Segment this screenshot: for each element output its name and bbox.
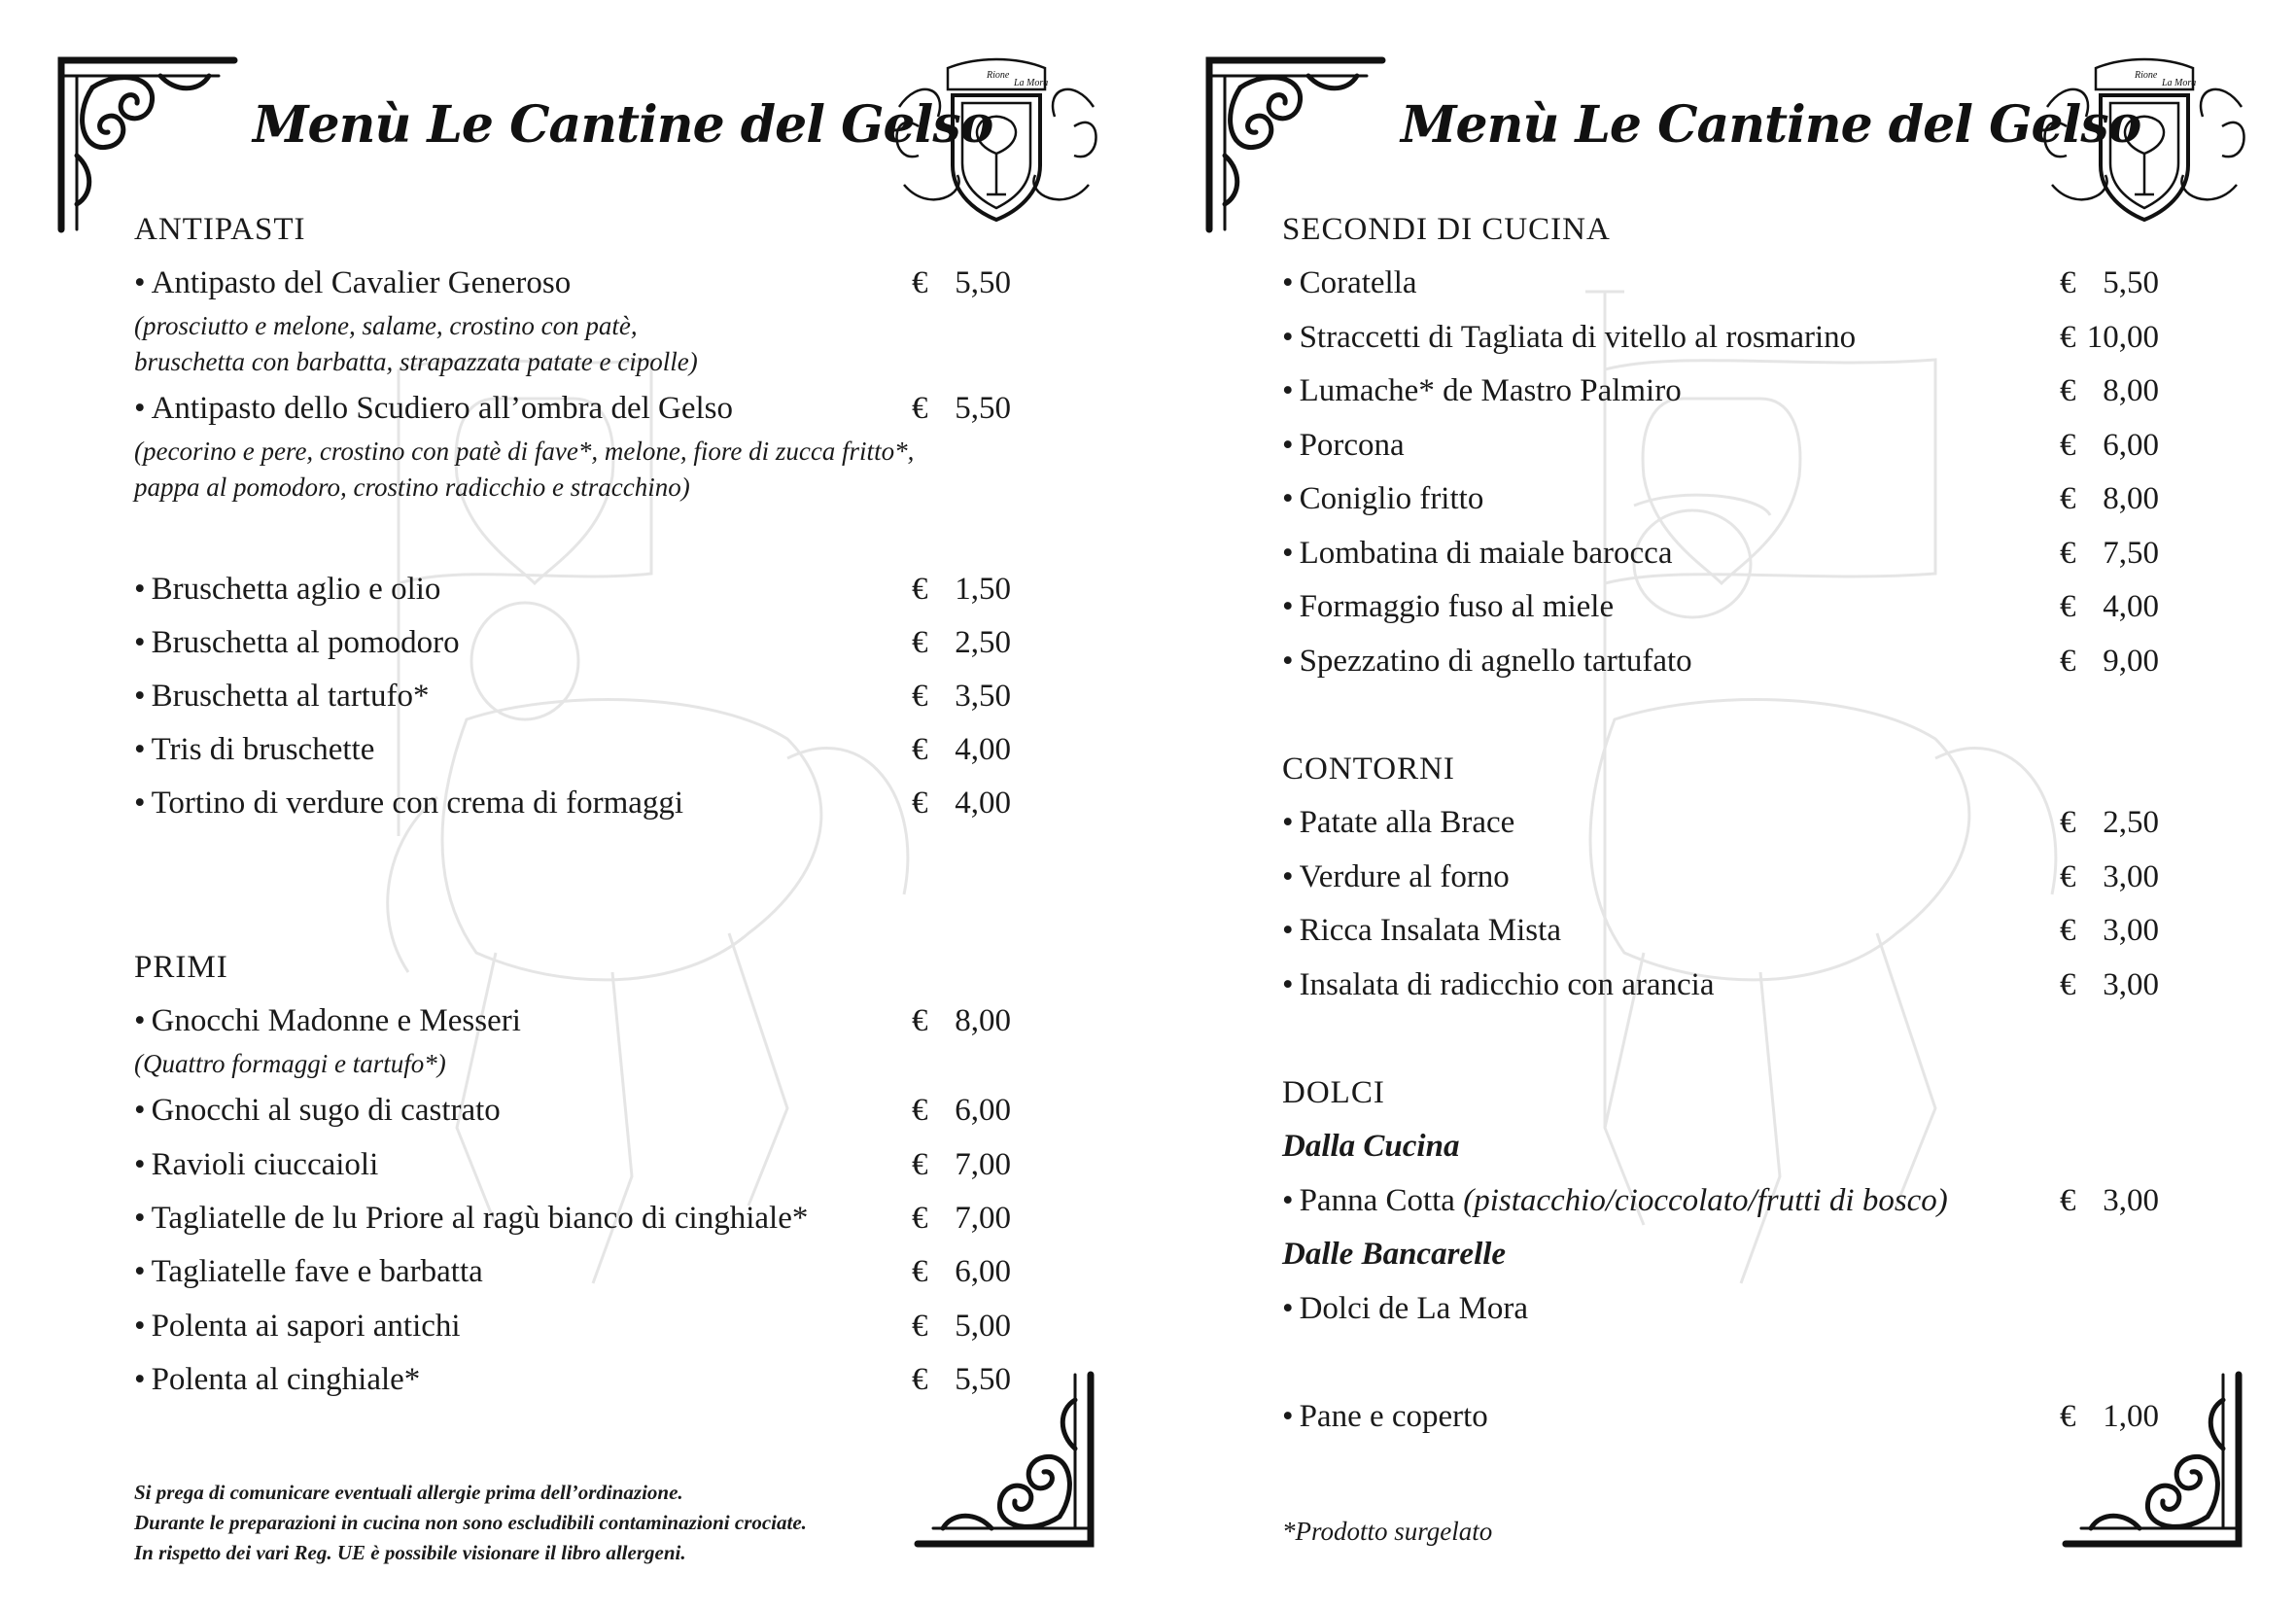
item-name: • Gnocchi Madonne e Messeri <box>134 1003 521 1038</box>
crest-emblem-icon <box>2028 49 2261 233</box>
item-price: 7,00 <box>955 1201 1011 1236</box>
menu-item <box>1282 320 2157 368</box>
item-price: 10,00 <box>2086 320 2159 355</box>
euro-sign: € <box>912 1254 928 1289</box>
item-name: • Bruschetta aglio e olio <box>134 572 441 607</box>
euro-sign: € <box>2060 1183 2076 1218</box>
euro-sign: € <box>2060 913 2076 948</box>
item-price: 4,00 <box>955 732 1011 767</box>
menu-item <box>134 1254 1009 1303</box>
crest-text-la-mora: La Mora <box>2162 78 2197 88</box>
crest-text-rione: Rione <box>987 70 1010 81</box>
euro-sign: € <box>2060 373 2076 408</box>
item-name: • Bruschetta al pomodoro <box>134 625 460 660</box>
item-name: • Antipasto del Cavalier Generoso <box>134 265 572 300</box>
item-name: • Polenta al cinghiale* <box>134 1362 421 1397</box>
euro-sign: € <box>2060 320 2076 355</box>
item-price: 3,00 <box>2103 967 2159 1002</box>
menu-item <box>1282 1291 2157 1340</box>
menu-item <box>134 786 1009 834</box>
euro-sign: € <box>2060 428 2076 463</box>
crest-text-la-mora: La Mora <box>1014 78 1049 88</box>
menu-item <box>1282 1399 2157 1448</box>
euro-sign: € <box>912 1201 928 1236</box>
menu-item <box>134 1201 1009 1249</box>
menu-item <box>1282 1183 2157 1232</box>
menu-item <box>1282 913 2157 961</box>
frozen-product-note: *Prodotto surgelato <box>1282 1517 1493 1546</box>
item-price: 3,00 <box>2103 913 2159 948</box>
item-price: 6,00 <box>955 1254 1011 1289</box>
euro-sign: € <box>912 786 928 821</box>
item-price: 3,00 <box>2103 1183 2159 1218</box>
euro-sign: € <box>912 625 928 660</box>
item-name: • Coratella <box>1282 265 1417 300</box>
ornament-corner-top-left <box>1201 49 1386 233</box>
item-price: 5,50 <box>955 265 1011 300</box>
section-heading-secondi: SECONDI DI CUCINA <box>1282 212 1611 247</box>
menu-item <box>134 625 1009 674</box>
item-name: • Ravioli ciuccaioli <box>134 1147 379 1182</box>
euro-sign: € <box>2060 589 2076 624</box>
item-price: 5,50 <box>2103 265 2159 300</box>
menu-title: Menù Le Cantine del Gelso <box>1401 95 2141 155</box>
menu-item <box>134 1147 1009 1196</box>
item-name: • Lombatina di maiale barocca <box>1282 536 1673 571</box>
euro-sign: € <box>912 1147 928 1182</box>
ornament-corner-bottom-right <box>2062 1371 2246 1556</box>
menu-item <box>134 391 1011 502</box>
euro-sign: € <box>2060 967 2076 1002</box>
item-name: • Pane e coperto <box>1282 1399 1488 1434</box>
item-name: • Coniglio fritto <box>1282 481 1484 516</box>
section-heading-contorni: CONTORNI <box>1282 752 1455 787</box>
menu-title: Menù Le Cantine del Gelso <box>253 95 993 155</box>
menu-item <box>1282 428 2157 476</box>
euro-sign: € <box>912 265 928 300</box>
item-name: • Lumache* de Mastro Palmiro <box>1282 373 1682 408</box>
euro-sign: € <box>912 1003 928 1038</box>
item-price: 9,00 <box>2103 644 2159 679</box>
euro-sign: € <box>912 679 928 714</box>
menu-item <box>134 1309 1009 1357</box>
menu-item <box>1282 805 2157 854</box>
item-name: • Ricca Insalata Mista <box>1282 913 1561 948</box>
menu-item <box>1282 373 2157 422</box>
section-heading-dolci: DOLCI <box>1282 1075 1385 1110</box>
item-name: • Formaggio fuso al miele <box>1282 589 1615 624</box>
item-price: 8,00 <box>2103 373 2159 408</box>
item-name: • Dolci de La Mora <box>1282 1291 1529 1326</box>
euro-sign: € <box>2060 1399 2076 1434</box>
euro-sign: € <box>2060 536 2076 571</box>
euro-sign: € <box>2060 859 2076 894</box>
item-name: • Tortino di verdure con crema di formaggi <box>134 786 684 821</box>
item-name: • Tagliatelle fave e barbatta <box>134 1254 483 1289</box>
menu-page-right <box>1148 0 2296 1608</box>
item-price: 3,50 <box>955 679 1011 714</box>
item-price: 2,50 <box>2103 805 2159 840</box>
subheading-dalle-bancarelle: Dalle Bancarelle <box>1282 1237 1507 1272</box>
crest-text-rione: Rione <box>2135 70 2158 81</box>
section-heading-antipasti: ANTIPASTI <box>134 212 306 247</box>
item-name: • Tris di bruschette <box>134 732 375 767</box>
item-name: • Gnocchi al sugo di castrato <box>134 1093 501 1128</box>
item-name: • Insalata di radicchio con arancia <box>1282 967 1715 1002</box>
item-price: 5,50 <box>955 391 1011 426</box>
euro-sign: € <box>912 1362 928 1397</box>
euro-sign: € <box>912 732 928 767</box>
item-price: 4,00 <box>955 786 1011 821</box>
menu-item <box>134 1362 1009 1411</box>
menu-item <box>1282 589 2157 638</box>
crest-emblem-icon <box>880 49 1113 233</box>
item-price: 3,00 <box>2103 859 2159 894</box>
menu-item <box>1282 536 2157 584</box>
item-price: 8,00 <box>955 1003 1011 1038</box>
item-price: 5,00 <box>955 1309 1011 1344</box>
item-description: (Quattro formaggi e tartufo*) <box>134 1049 446 1078</box>
euro-sign: € <box>912 572 928 607</box>
menu-item <box>1282 859 2157 908</box>
ornament-corner-top-left <box>53 49 238 233</box>
item-name: • Panna Cotta (pistacchio/cioccolato/frutti di bosco) <box>1282 1183 1948 1218</box>
menu-item <box>1282 644 2157 692</box>
menu-item <box>134 265 1011 376</box>
item-description: (pecorino e pere, crostino con patè di fave*, melone, fiore di zucca fritto*, pappa al pomodoro, crostino radicchio e stracchino) <box>134 437 915 502</box>
item-name: • Patate alla Brace <box>1282 805 1515 840</box>
item-name: • Tagliatelle de lu Priore al ragù bianco di cinghiale* <box>134 1201 809 1236</box>
menu-item <box>1282 481 2157 530</box>
item-name: • Straccetti di Tagliata di vitello al rosmarino <box>1282 320 1857 355</box>
item-price: 7,00 <box>955 1147 1011 1182</box>
item-name: • Polenta ai sapori antichi <box>134 1309 461 1344</box>
item-price: 4,00 <box>2103 589 2159 624</box>
euro-sign: € <box>912 391 928 426</box>
section-heading-primi: PRIMI <box>134 950 228 985</box>
item-description: (prosciutto e melone, salame, crostino con patè, bruschetta con barbatta, strapazzata patate e cipolle) <box>134 311 698 376</box>
euro-sign: € <box>2060 481 2076 516</box>
euro-sign: € <box>912 1309 928 1344</box>
item-price: 8,00 <box>2103 481 2159 516</box>
ornament-corner-bottom-right <box>914 1371 1098 1556</box>
menu-item <box>134 1093 1009 1141</box>
allergy-notice: Si prega di comunicare eventuali allergie prima dell’ordinazione. Durante le preparazioni in cucina non sono escludibili contaminazioni crociate. In rispetto dei vari Reg. UE è possibile visionare il libro allergeni. <box>134 1481 807 1564</box>
menu-item <box>134 732 1009 781</box>
item-name: • Porcona <box>1282 428 1405 463</box>
item-price: 7,50 <box>2103 536 2159 571</box>
item-name: • Bruschetta al tartufo* <box>134 679 430 714</box>
euro-sign: € <box>2060 265 2076 300</box>
menu-item <box>134 679 1009 727</box>
euro-sign: € <box>2060 644 2076 679</box>
subheading-dalla-cucina: Dalla Cucina <box>1282 1129 1460 1164</box>
item-price: 1,00 <box>2103 1399 2159 1434</box>
menu-item <box>134 572 1009 620</box>
item-name: • Spezzatino di agnello tartufato <box>1282 644 1692 679</box>
item-price: 1,50 <box>955 572 1011 607</box>
menu-item <box>134 1003 1011 1078</box>
euro-sign: € <box>912 1093 928 1128</box>
item-price: 5,50 <box>955 1362 1011 1397</box>
item-name: • Verdure al forno <box>1282 859 1510 894</box>
menu-item <box>1282 967 2157 1016</box>
item-price: 6,00 <box>2103 428 2159 463</box>
euro-sign: € <box>2060 805 2076 840</box>
item-price: 6,00 <box>955 1093 1011 1128</box>
item-price: 2,50 <box>955 625 1011 660</box>
item-name: • Antipasto dello Scudiero all’ombra del Gelso <box>134 391 734 426</box>
menu-item <box>1282 265 2157 314</box>
